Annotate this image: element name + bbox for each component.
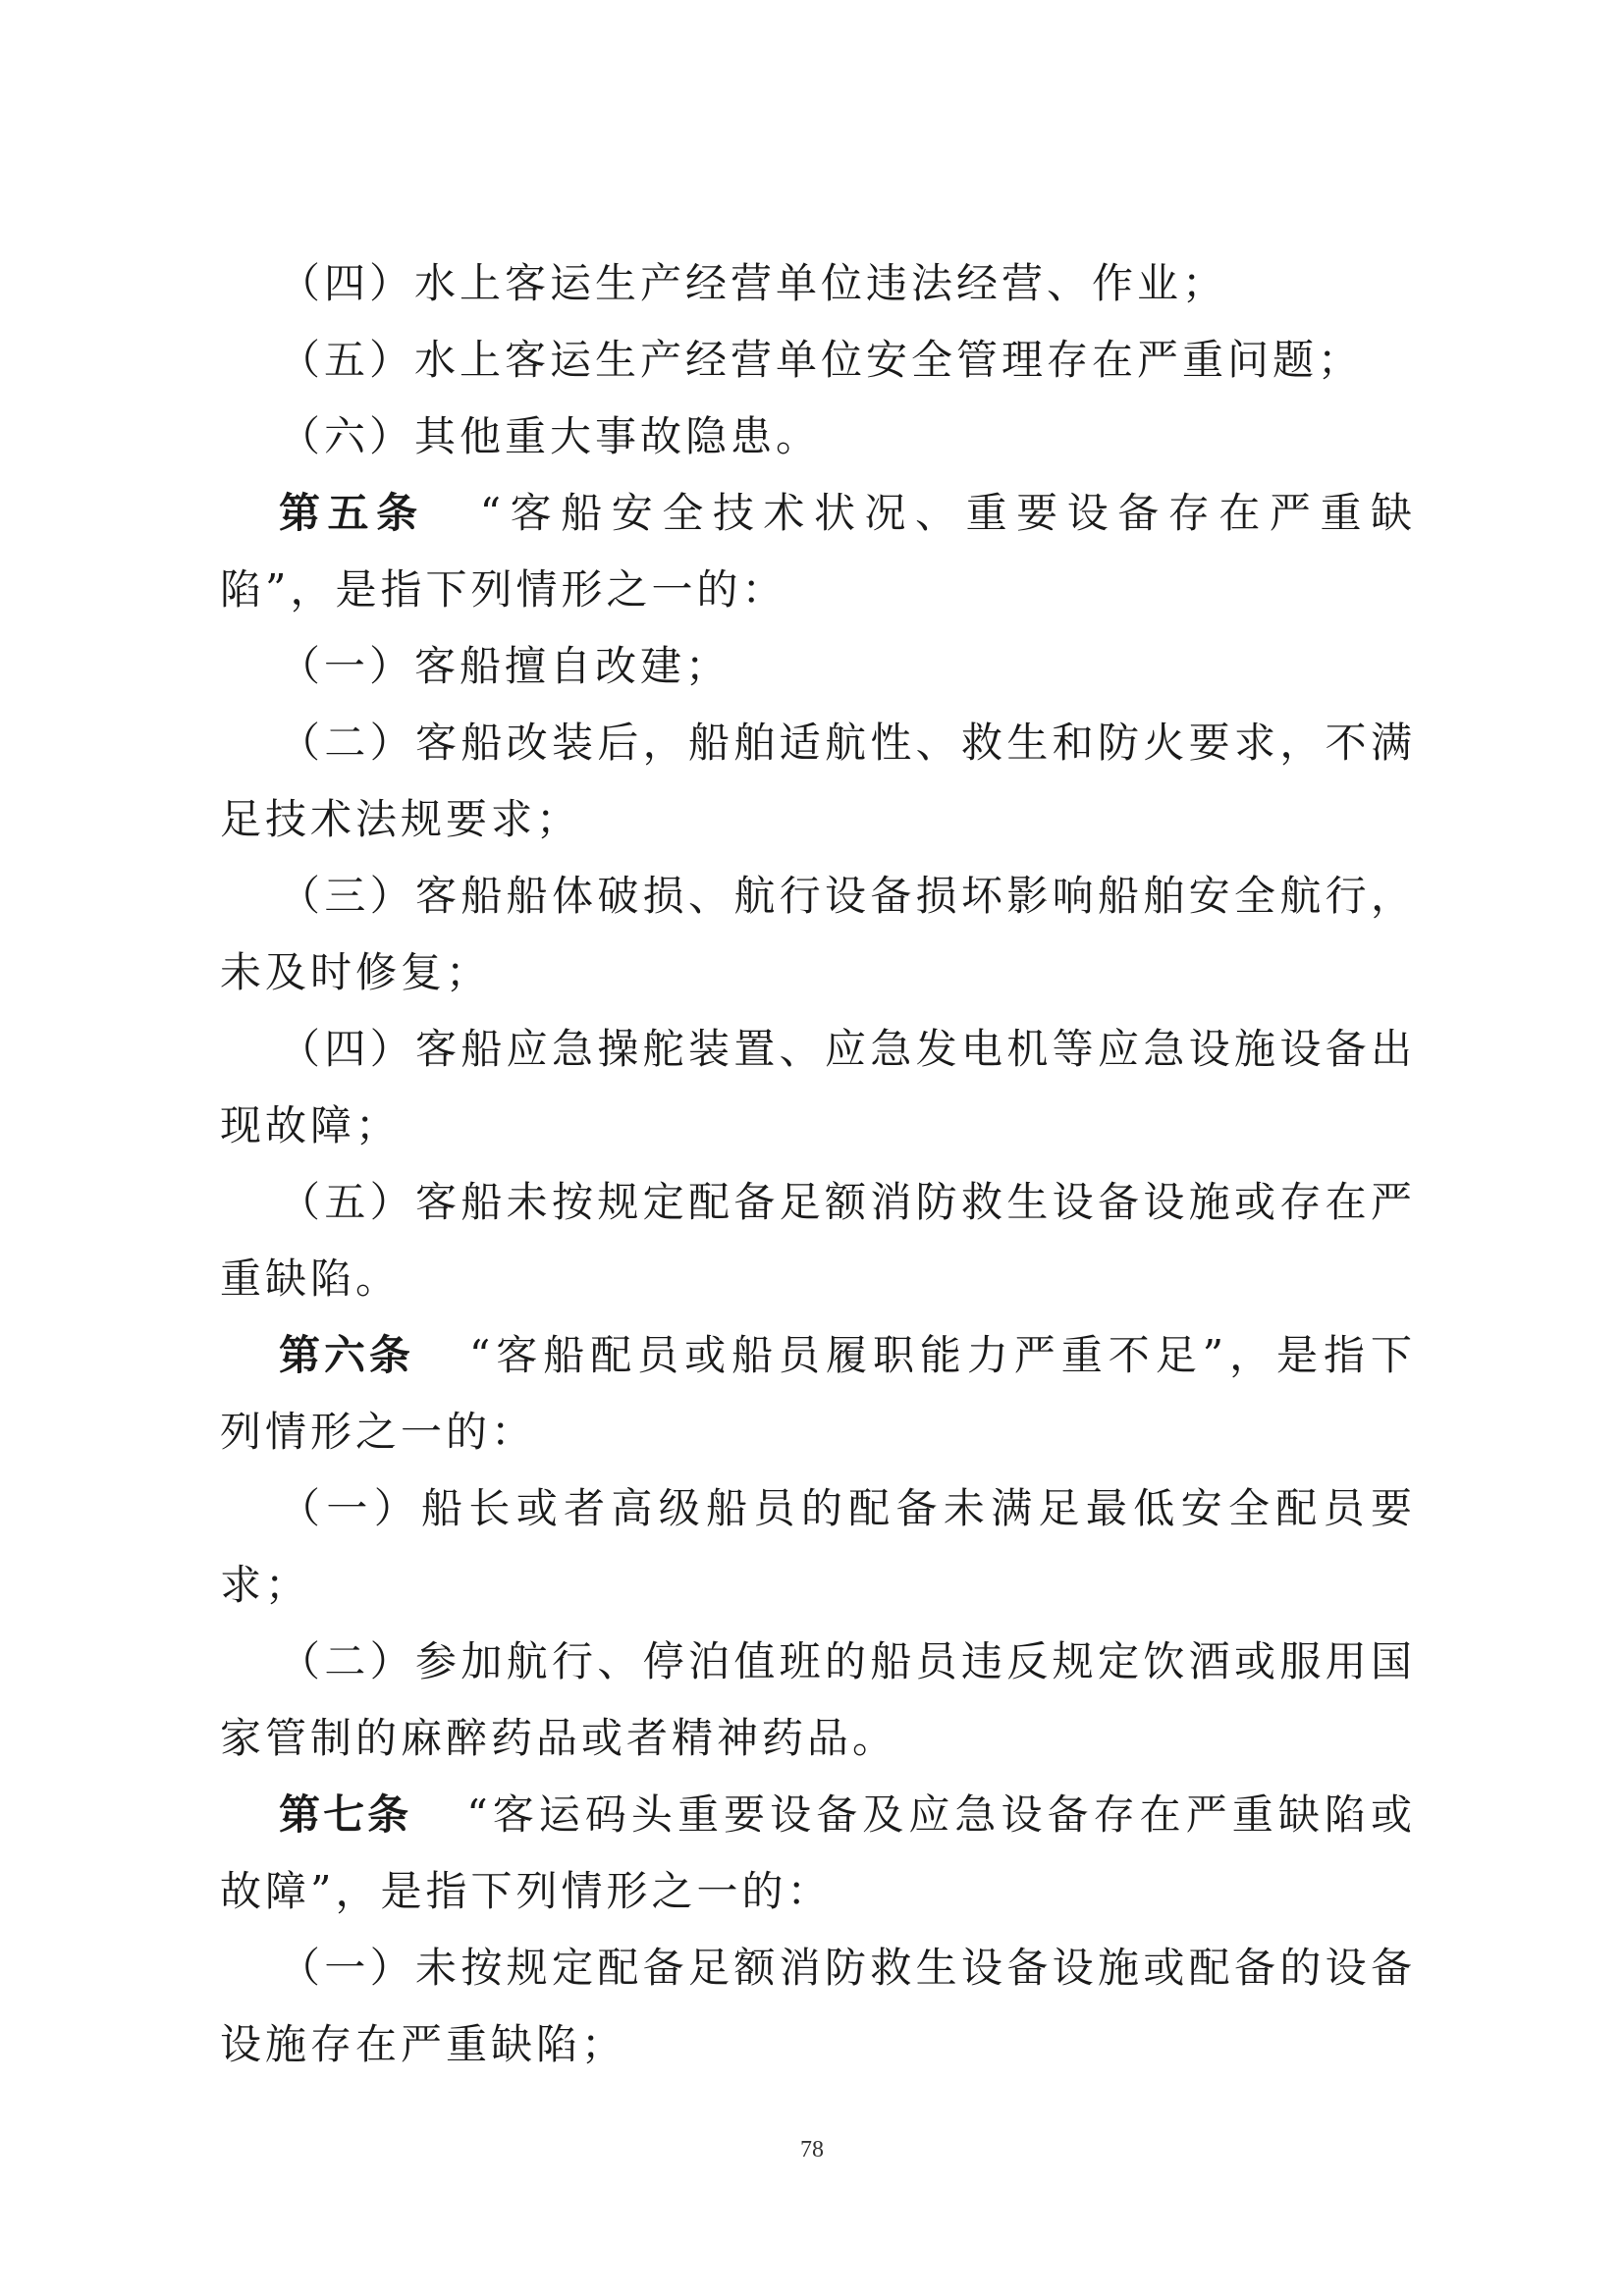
page-number: 78 (800, 2137, 824, 2163)
article-5-heading: 第五条 (279, 489, 425, 537)
item-5-line: （五）水上客运生产经营单位安全管理存在严重问题； (279, 336, 1364, 384)
article-5-item: （三）客船船体破损、航行设备损坏影响船舶安全航行，未及时修复； (220, 872, 1416, 996)
article-5-item: （五）客船未按规定配备足额消防救生设备设施或存在严重缺陷。 (220, 1178, 1416, 1303)
article-7-heading: 第七条 (279, 1790, 412, 1839)
article-6-paragraph (220, 1317, 1416, 1470)
item-6-line: （六）其他重大事故隐患。 (279, 412, 822, 460)
article-5-item: （一）客船擅自改建； (279, 642, 731, 690)
article-6-item: （一）船长或者高级船员的配备未满足最低安全配员要求； (220, 1484, 1416, 1609)
article-7-paragraph (220, 1777, 1416, 1930)
article-7-text: “客运码头重要设备及应急设备存在严重缺陷或故障”，是指下列情形之一的： (220, 1790, 1416, 1915)
article-5-item: （二）客船改装后，船舶适航性、救生和防火要求，不满足技术法规要求； (220, 719, 1416, 843)
article-5-text: “客船安全技术状况、重要设备存在严重缺陷”，是指下列情形之一的： (220, 489, 1416, 614)
article-6-text: “客船配员或船员履职能力严重不足”，是指下列情形之一的： (220, 1331, 1416, 1456)
article-6-item: （二）参加航行、停泊值班的船员违反规定饮酒或服用国家管制的麻醉药品或者精神药品。 (220, 1637, 1416, 1762)
item-4-line: （四）水上客运生产经营单位违法经营、作业； (279, 259, 1228, 307)
article-5-paragraph (220, 475, 1416, 628)
document-body (220, 245, 1416, 2083)
article-5-item: （四）客船应急操舵装置、应急发电机等应急设施设备出现故障； (220, 1025, 1416, 1149)
article-7-item: （一）未按规定配备足额消防救生设备设施或配备的设备设施存在严重缺陷； (220, 1944, 1416, 2068)
article-6-heading: 第六条 (279, 1331, 414, 1379)
